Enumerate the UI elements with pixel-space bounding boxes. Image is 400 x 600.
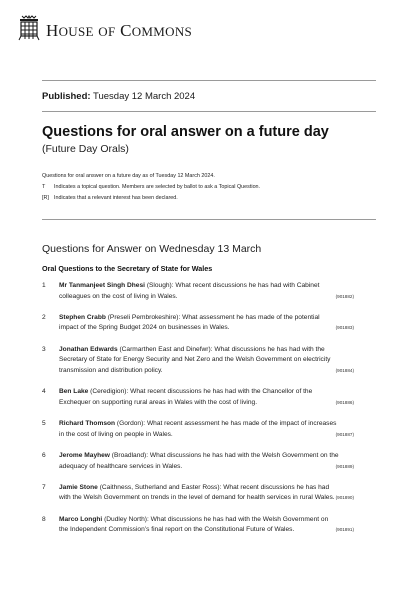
question-item [42, 387, 376, 408]
house-name-logo [46, 21, 192, 41]
published-line [42, 91, 195, 102]
document-subtitle: (Future Day Orals) [42, 143, 129, 155]
question-item [42, 515, 376, 536]
question-number: 3 [42, 345, 46, 353]
section-title: Questions for Answer on Wednesday 13 March [42, 243, 262, 255]
note-item [42, 182, 376, 193]
question-item [42, 483, 376, 504]
question-text: (Ceredigion): What recent discussions he has had with the Chancellor of the Exchequer on supporting rural areas in Wales with the cost of living. [59, 388, 313, 406]
member-name: Ben Lake [59, 388, 89, 396]
question-body [59, 483, 339, 504]
member-name: Mr Tanmanjeet Singh Dhesi [59, 282, 145, 289]
note-text: Indicates a topical question. Members are selected by ballot to ask a Topical Question. [54, 184, 261, 190]
question-item [42, 313, 376, 334]
question-text: (Caithness, Sutherland and Easter Ross): What recent discussions he has had with the Welsh Government on trends in the level of demand for health services in rural Wales. [59, 483, 335, 502]
question-body [59, 419, 339, 440]
logo-letter: H [46, 21, 59, 40]
logo-letter: C [120, 21, 132, 40]
question-text: (Slough): What recent discussions he has had with Cabinet colleagues on the cost of living in Wales. [59, 282, 320, 300]
note-key: [R] [42, 195, 49, 201]
note-item [42, 193, 376, 204]
question-body [59, 515, 339, 536]
document-title: Questions for oral answer on a future day [42, 124, 329, 140]
question-text: (Preseli Pembrokeshire): What assessment he has made of the potential impact of the Spring Budget 2024 on businesses in Wales. [59, 313, 320, 332]
member-name: Jamie Stone [59, 483, 98, 491]
portcullis-icon [18, 14, 40, 42]
member-name: Jerome Mayhew [59, 451, 110, 459]
question-body [59, 451, 339, 472]
question-number: 7 [42, 483, 46, 491]
member-name: Jonathan Edwards [59, 345, 118, 353]
question-item [42, 419, 376, 440]
note-text: Indicates that a relevant interest has been declared. [54, 195, 178, 201]
member-name: Stephen Crabb [59, 313, 106, 321]
logo-letters: OF [98, 24, 116, 39]
question-number: 6 [42, 451, 46, 459]
question-item [42, 281, 376, 302]
question-list [42, 281, 376, 547]
question-ref: (901883) [335, 325, 354, 331]
question-body [59, 313, 339, 334]
notes-block [42, 171, 376, 204]
note-key: T [42, 184, 46, 190]
published-label: Published: [42, 91, 91, 102]
question-ref: (901887) [335, 431, 354, 437]
question-number: 8 [42, 515, 46, 523]
question-number: 1 [42, 282, 46, 289]
section-subtitle: Oral Questions to the Secretary of State for Wales [42, 264, 213, 273]
question-text: (Carmarthen East and Dinefwr): What discussions he has had with the Secretary of State for Energy Security and Net Zero and the Welsh Government on electricity transmission and distribution policy. [59, 345, 331, 374]
question-item [42, 451, 376, 472]
question-ref: (901889) [335, 463, 354, 469]
published-date: Tuesday 12 March 2024 [93, 91, 196, 102]
divider [42, 219, 376, 220]
logo-letters: OUSE [58, 24, 94, 39]
member-name: Marco Longhi [59, 515, 103, 523]
question-ref: (901890) [335, 495, 354, 501]
question-text: (Dudley North): What discussions he has had with the Welsh Government on the Independent Commission’s final report on the Constitutional Future of Wales. [59, 515, 329, 534]
question-ref: (901886) [335, 399, 354, 405]
question-text: (Broadland): What discussions he has had with the Welsh Government on the adequacy of healthcare services in Wales. [59, 451, 339, 470]
question-body [59, 387, 339, 408]
question-body [59, 345, 339, 377]
question-number: 5 [42, 420, 46, 428]
logo-letters: OMMONS [131, 24, 193, 39]
question-ref: (901882) [335, 293, 354, 299]
member-name: Richard Thomson [59, 420, 116, 428]
question-body [59, 281, 339, 302]
question-ref: (901891) [335, 527, 354, 533]
question-number: 2 [42, 313, 46, 321]
page-header [18, 14, 382, 54]
question-ref: (901884) [335, 367, 354, 373]
notes-intro: Questions for oral answer on a future day as of Tuesday 12 March 2024. [42, 173, 215, 179]
divider [42, 111, 376, 112]
divider [42, 80, 376, 81]
question-number: 4 [42, 388, 46, 396]
question-text: (Gordon): What recent assessment he has made of the impact of increases in the cost of living on people in Wales. [59, 420, 337, 438]
question-item [42, 345, 376, 377]
